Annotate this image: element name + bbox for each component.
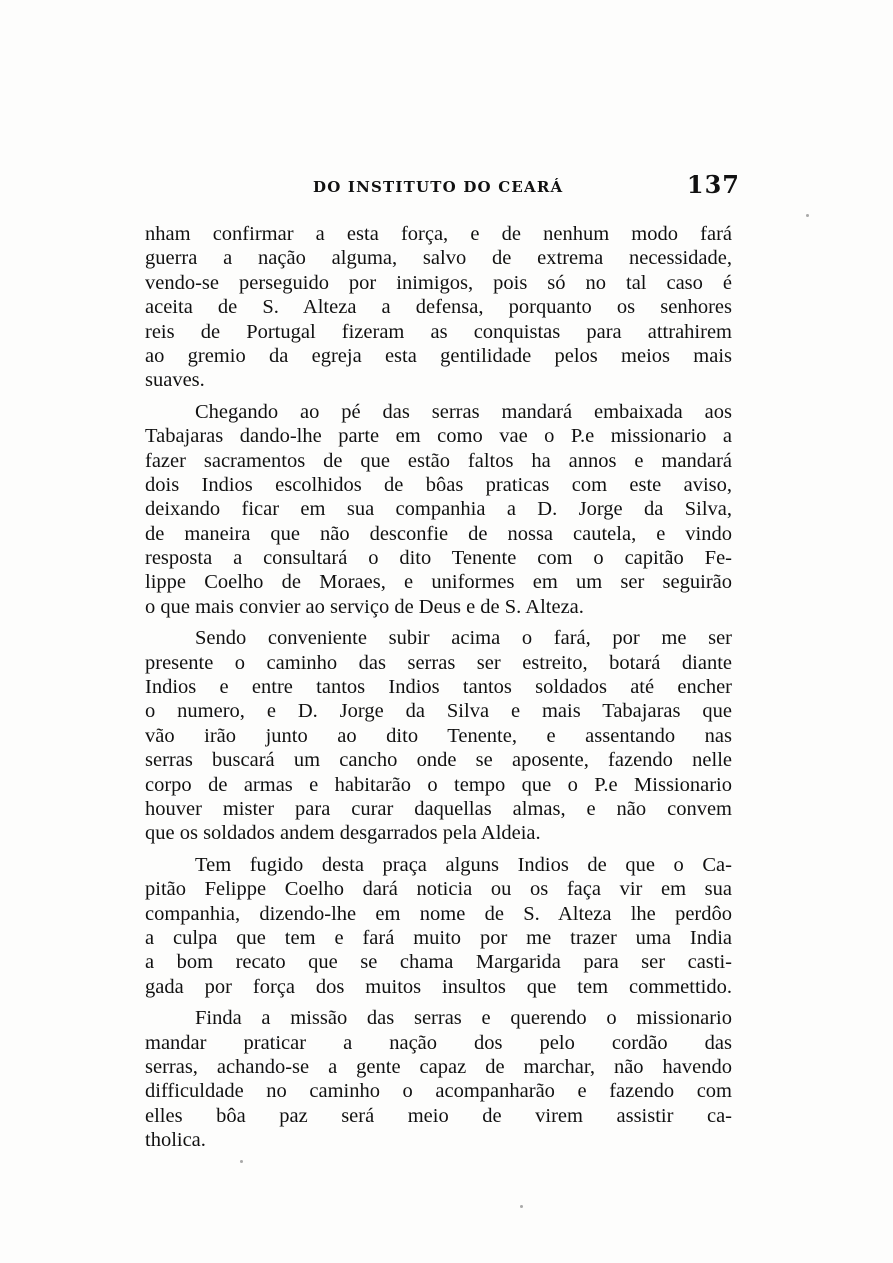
text-line: reis de Portugal fizeram as conquistas para attrahirem <box>145 320 732 343</box>
text-line: resposta a consultará o dito Tenente com o capitão Fe- <box>145 547 732 570</box>
text-line: fazer sacramentos de que estão faltos ha annos e mandará <box>145 449 732 472</box>
text-line: lippe Coelho de Moraes, e uniformes em um ser seguirão <box>145 571 732 594</box>
text-line: Chegando ao pé das serras mandará embaixada aos <box>195 400 732 423</box>
print-speck <box>806 214 809 217</box>
print-speck <box>520 1205 523 1208</box>
text-line: de maneira que não desconfie de nossa cautela, e vindo <box>145 522 732 545</box>
text-line: serras buscará um cancho onde se aposente, fazendo nelle <box>145 749 732 772</box>
text-line: Tem fugido desta praça alguns Indios de que o Ca- <box>195 853 732 876</box>
text-line: difficuldade no caminho o acompanharão e fazendo com <box>145 1080 732 1103</box>
text-line: mandar praticar a nação dos pelo cordão das <box>145 1031 732 1054</box>
text-line: Tabajaras dando-lhe parte em como vae o P.e missionario a <box>145 425 732 448</box>
running-title: DO INSTITUTO DO CEARÁ <box>313 178 564 196</box>
text-line: pitão Felippe Coelho dará noticia ou os faça vir em sua <box>145 878 732 901</box>
body-text <box>145 222 732 1152</box>
text-line: companhia, dizendo-lhe em nome de S. Alteza lhe perdôo <box>145 902 732 925</box>
text-line: elles bôa paz será meio de virem assistir ca- <box>145 1104 732 1127</box>
print-speck <box>240 1160 243 1163</box>
text-line: Finda a missão das serras e querendo o missionario <box>195 1007 732 1030</box>
text-line: Indios e entre tantos Indios tantos soldados até encher <box>145 676 732 699</box>
text-line: que os soldados andem desgarrados pela Aldeia. <box>145 822 541 845</box>
text-line: presente o caminho das serras ser estreito, botará diante <box>145 651 732 674</box>
text-line: tholica. <box>145 1129 206 1152</box>
text-line: guerra a nação alguma, salvo de extrema necessidade, <box>145 247 732 270</box>
text-line: vendo-se perseguido por inimigos, pois só no tal caso é <box>145 271 732 294</box>
text-line: ao gremio da egreja esta gentilidade pelos meios mais <box>145 344 732 367</box>
text-line: deixando ficar em sua companhia a D. Jorge da Silva, <box>145 498 732 521</box>
text-line: o que mais convier ao serviço de Deus e de S. Alteza. <box>145 595 584 618</box>
text-line: nham confirmar a esta força, e de nenhum modo fará <box>145 223 732 245</box>
paragraph-3 <box>145 626 732 846</box>
page-number: 137 <box>686 170 740 199</box>
text-line: Sendo conveniente subir acima o fará, por me ser <box>195 627 732 650</box>
paragraph-4 <box>145 853 732 999</box>
text-line: suaves. <box>145 369 205 392</box>
text-line: aceita de S. Alteza a defensa, porquanto os senhores <box>145 296 732 319</box>
text-line: dois Indios escolhidos de bôas praticas com este aviso, <box>145 473 732 496</box>
paragraph-2 <box>145 400 732 620</box>
text-line: serras, achando-se a gente capaz de marchar, não havendo <box>145 1055 732 1078</box>
text-line: vão irão junto ao dito Tenente, e assentando nas <box>145 724 732 747</box>
text-line: corpo de armas e habitarão o tempo que o P.e Missionario <box>145 773 732 796</box>
text-line: a bom recato que se chama Margarida para ser casti- <box>145 951 732 974</box>
text-line: o numero, e D. Jorge da Silva e mais Tabajaras que <box>145 700 732 723</box>
text-line: houver mister para curar daquellas almas, e não convem <box>145 797 732 820</box>
paragraph-1 <box>145 222 732 393</box>
running-head <box>145 170 740 206</box>
paragraph-5 <box>145 1006 732 1152</box>
text-line: gada por força dos muitos insultos que tem commettido. <box>145 975 732 998</box>
text-line: a culpa que tem e fará muito por me trazer uma India <box>145 926 732 949</box>
